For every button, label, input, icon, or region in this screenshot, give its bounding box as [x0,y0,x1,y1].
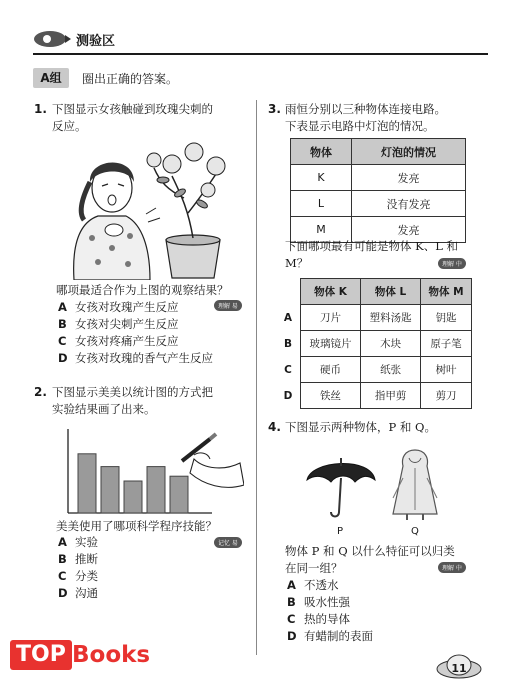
column-divider [256,100,257,655]
q1-text-line1: 下图显示女孩触碰到玫瑰尖刺的 [52,102,213,116]
q2-option-a-text: 实验 [75,535,98,549]
q1-option-c-text: 女孩对疼痛产生反应 [75,334,179,348]
q4-option-d-text: 有蜡制的表面 [304,629,373,643]
q4-tag: 理解 中 [438,562,466,573]
q1-number: 1. [34,102,47,116]
q2-option-a-letter[interactable]: A [58,535,67,549]
q1-option-a-letter[interactable]: A [58,300,67,314]
q4-number: 4. [268,420,281,434]
q3-table2-cell: 剪刀 [421,383,472,409]
q3-number: 3. [268,102,281,116]
section-title: 测验区 [76,34,116,49]
q3-table1-cell: K [291,165,352,191]
q1-option-c-letter[interactable]: C [58,334,67,348]
q3-table2-header: 物体 M [421,279,472,305]
raincoat-illustration [385,448,445,522]
topbooks-logo-books: Books [72,642,151,668]
topbooks-logo-top: TOP [10,640,72,670]
q1-option-d-letter[interactable]: D [58,351,68,365]
q3-table2-corner [276,279,301,305]
q2-text-line2: 实验结果画了出来。 [52,402,156,416]
group-badge: A组 [33,68,69,88]
q2-option-b-text: 推断 [75,552,98,566]
q3-table2-cell: 硬币 [301,357,361,383]
q3-table1-cell: 发亮 [352,217,466,243]
q3-text-line2: 下表显示电路中灯泡的情况。 [285,119,435,133]
q2-bar [124,481,142,513]
q2-option-d-letter[interactable]: D [58,586,68,600]
q3-option-b-letter[interactable]: B [283,337,292,350]
q2-option-b-letter[interactable]: B [58,552,67,566]
q3-option-a-letter[interactable]: A [283,311,293,324]
q3-bulb-table [290,138,466,243]
header-divider [33,53,488,55]
q4-question-line1: 物体 P 和 Q 以什么特征可以归类 [285,544,455,558]
q3-table1-cell: 没有发亮 [352,191,466,217]
page-number: 11 [451,662,467,675]
q3-table2-cell: 木块 [361,331,421,357]
q2-bar [170,476,188,513]
q3-table1-header-object: 物体 [291,139,352,165]
q1-tag: 理解 易 [214,300,242,311]
q3-table2-header: 物体 L [361,279,421,305]
q2-bar [101,467,119,513]
q1-question: 哪项最适合作为上图的观察结果？ [56,283,229,297]
q4-option-a-text: 不透水 [304,578,339,592]
q3-options-table [276,278,472,409]
q4-option-c-text: 热的导体 [304,612,350,626]
q4-option-b-text: 吸水性强 [304,595,350,609]
bar-graph-drawing [64,425,244,525]
q4-option-a-letter[interactable]: A [287,578,296,592]
q4-label-q: Q [411,526,419,537]
q3-option-d-letter[interactable]: D [283,389,293,402]
q4-question-line2: 在同一组？ [285,561,343,575]
q2-number: 2. [34,385,47,399]
q3-table2-cell: 铁丝 [301,383,361,409]
q2-bars [78,454,188,513]
q3-question-line2: M？ [285,256,309,270]
q2-bar [78,454,96,513]
q2-question: 美美使用了哪项科学程序技能？ [56,519,217,533]
q3-tag: 理解 中 [438,258,466,269]
q2-text-line1: 下图显示美美以统计图的方式把 [52,385,213,399]
q3-question-line1: 下面哪项最有可能是物体 K、L 和 [285,239,459,253]
q4-text: 下图显示两种物体，P 和 Q。 [285,420,436,434]
q2-tag: 记忆 易 [214,537,242,548]
umbrella-illustration [305,452,377,520]
q1-option-b-letter[interactable]: B [58,317,67,331]
q1-option-d-text: 女孩对玫瑰的香气产生反应 [75,351,213,365]
q4-option-b-letter[interactable]: B [287,595,296,609]
q1-option-b-text: 女孩对尖刺产生反应 [75,317,179,331]
q3-text-line1: 雨恒分别以三种物体连接电路。 [285,102,446,116]
q1-text-line2: 反应。 [52,119,87,133]
rocket-icon [33,29,71,49]
q3-table1-cell: 发亮 [352,165,466,191]
q3-table2-cell: 树叶 [421,357,472,383]
q4-option-d-letter[interactable]: D [287,629,297,643]
girl-rose-illustration [68,138,238,280]
q3-table2-cell: 玻璃镜片 [301,331,361,357]
q3-table1-cell: M [291,217,352,243]
q4-label-p: P [337,526,344,537]
q2-option-c-letter[interactable]: C [58,569,67,583]
q3-option-c-letter[interactable]: C [284,363,292,376]
q4-option-c-letter[interactable]: C [287,612,296,626]
q3-table1-header-bulb: 灯泡的情况 [352,139,466,165]
q2-option-d-text: 沟通 [75,586,98,600]
q3-table2-cell: 原子笔 [421,331,472,357]
q3-table2-cell: 刀片 [301,305,361,331]
q3-table2-header: 物体 K [301,279,361,305]
q3-table2-cell: 指甲剪 [361,383,421,409]
q3-table2-cell: 塑料汤匙 [361,305,421,331]
q3-table2-cell: 纸张 [361,357,421,383]
q1-option-a-text: 女孩对玫瑰产生反应 [75,300,179,314]
q3-table2-cell: 钥匙 [421,305,472,331]
q2-bar [147,467,165,513]
group-instruction: 圈出正确的答案。 [82,72,179,86]
q2-option-c-text: 分类 [75,569,98,583]
q3-table1-cell: L [291,191,352,217]
